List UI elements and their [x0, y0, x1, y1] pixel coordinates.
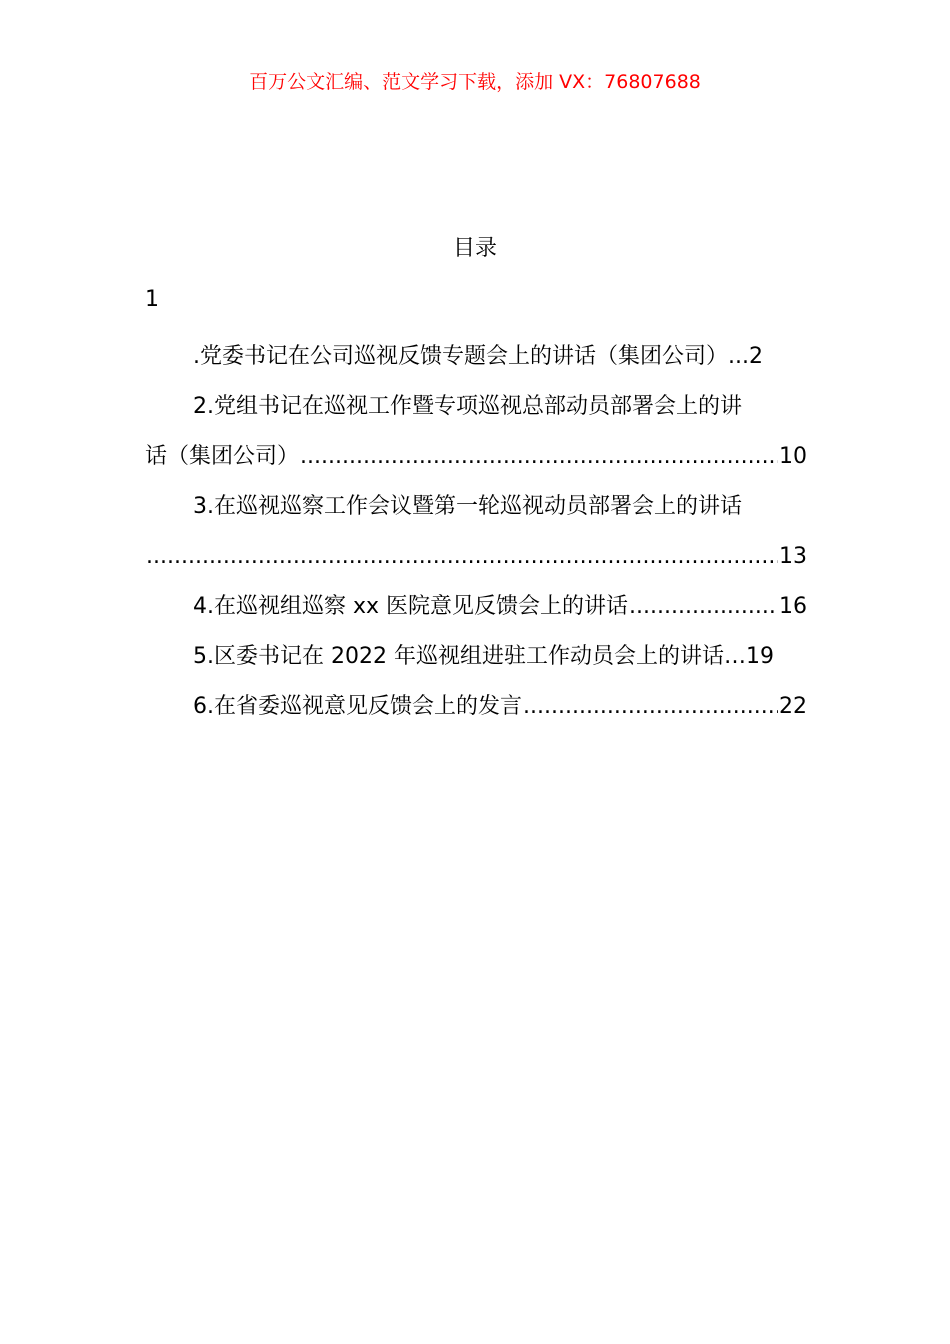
toc-entry-title-cont: 话（集团公司） [145, 444, 300, 469]
toc-entry[interactable] [145, 632, 807, 682]
toc-dot-leader [300, 432, 778, 482]
toc-entry-continuation[interactable] [145, 432, 807, 482]
toc-entry-page: 10 [779, 444, 807, 469]
toc-title: 目录 [452, 236, 497, 261]
header-banner: 百万公文汇编、范文学习下载，添加 VX：76807688 [249, 71, 701, 93]
toc-entry-title: 3.在巡视巡察工作会议暨第一轮巡视动员部署会上的讲话 [193, 494, 742, 519]
toc-entry-page: 19 [745, 644, 774, 669]
toc-entry-page: 13 [779, 544, 807, 569]
toc-entry-title: 6.在省委巡视意见反馈会上的发言 [193, 694, 522, 719]
toc-entry[interactable] [145, 582, 807, 632]
toc-entry-title: 5.区委书记在 2022 年巡视组进驻工作动员会上的讲话 [193, 644, 724, 669]
toc-dot-leader [146, 532, 778, 582]
toc-entry-page: 16 [779, 594, 807, 619]
toc-dot-leader [523, 682, 778, 732]
toc-entry[interactable] [145, 482, 807, 532]
toc-entry[interactable] [145, 382, 807, 432]
toc-entry-title: 4.在巡视组巡察 xx 医院意见反馈会上的讲话 [193, 594, 629, 619]
toc-list [145, 282, 807, 732]
toc-entry-continuation[interactable] [145, 532, 807, 582]
toc-entry[interactable] [145, 682, 807, 732]
toc-entry-title: 2.党组书记在巡视工作暨专项巡视总部动员部署会上的讲 [193, 394, 742, 419]
toc-entry-title: .党委书记在公司巡视反馈专题会上的讲话（集团公司） [193, 344, 728, 369]
toc-entry-page: 2 [748, 344, 763, 369]
toc-entry[interactable] [145, 332, 807, 382]
toc-entry-ellipsis: … [723, 644, 746, 669]
toc-entry-ellipsis: ... [728, 344, 749, 369]
toc-entry-page: 22 [779, 694, 807, 719]
toc-dot-leader [629, 582, 778, 632]
toc-section-number: 1 [145, 287, 159, 312]
